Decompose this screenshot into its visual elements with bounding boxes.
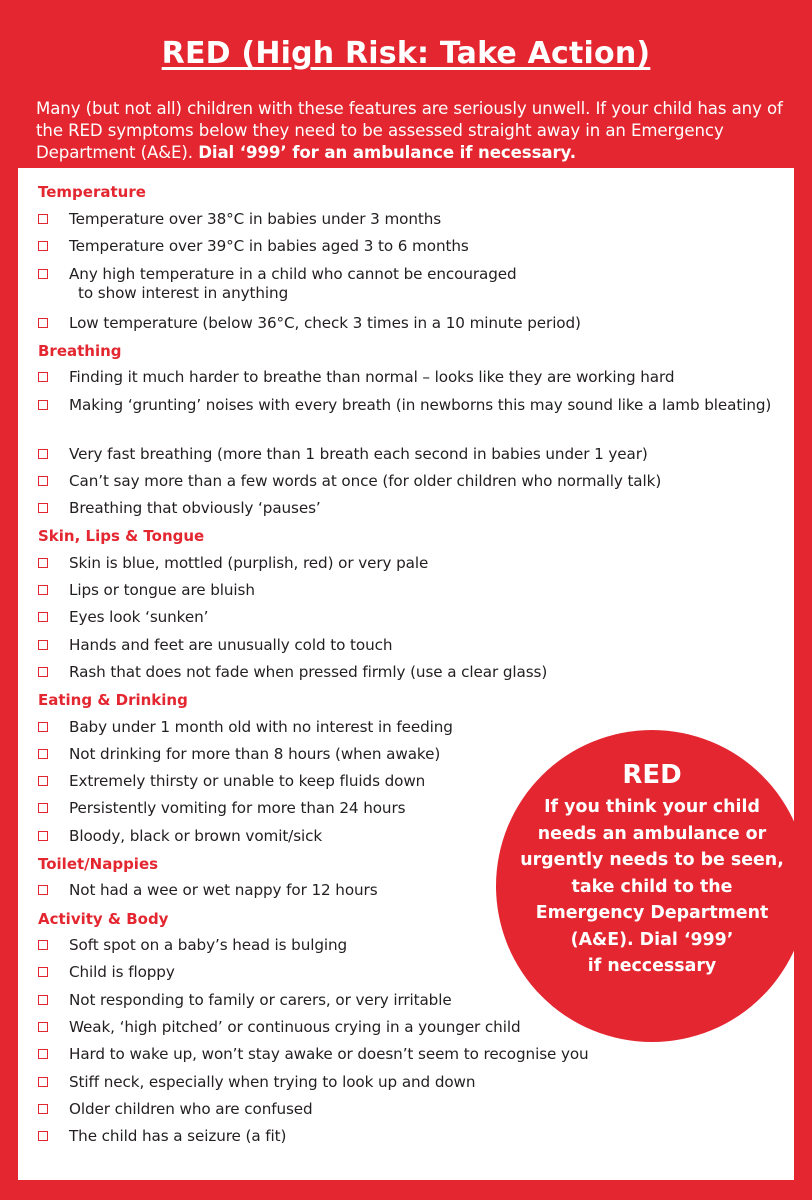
checkbox[interactable]: [38, 776, 48, 786]
item-text: Low temperature (below 36°C, check 3 times in a 10 minute period): [69, 314, 581, 332]
item-text: Persistently vomiting for more than 24 hours: [69, 799, 406, 817]
checkbox[interactable]: [38, 1104, 48, 1114]
checkbox[interactable]: [38, 318, 48, 328]
item-text: Hands and feet are unusually cold to touch: [69, 636, 393, 654]
item-text: Can’t say more than a few words at once (for older children who normally talk): [69, 472, 662, 490]
item-text-multiline: [69, 265, 784, 303]
checkbox[interactable]: [38, 503, 48, 513]
item-text: The child has a seizure (a fit): [69, 1127, 287, 1145]
item-text: Finding it much harder to breathe than normal – looks like they are working hard: [69, 368, 675, 386]
section-heading-eating-drinking: Eating & Drinking: [38, 691, 188, 709]
item-text: Lips or tongue are bluish: [69, 581, 255, 599]
checkbox[interactable]: [38, 1049, 48, 1059]
item-text: Rash that does not fade when pressed firmly (use a clear glass): [69, 663, 548, 681]
intro-emphasis: Dial ‘999’ for an ambulance if necessary.: [198, 143, 576, 162]
callout-line: if neccessary: [587, 956, 717, 976]
section-heading-temperature: Temperature: [38, 183, 146, 201]
callout-title: RED: [622, 760, 682, 790]
item-text: Stiff neck, especially when trying to look up and down: [69, 1073, 476, 1091]
callout-line: needs an ambulance or: [537, 823, 767, 844]
section-heading-toilet-nappies: Toilet/Nappies: [38, 855, 159, 873]
checkbox[interactable]: [38, 749, 48, 759]
callout-line: take child to the: [571, 876, 733, 897]
item-text: Not drinking for more than 8 hours (when awake): [69, 745, 441, 763]
section-heading-breathing: Breathing: [38, 342, 122, 360]
checkbox[interactable]: [38, 372, 48, 382]
checkbox[interactable]: [38, 995, 48, 1005]
item-text-line: Any high temperature in a child who cannot be encouraged: [69, 265, 517, 283]
checkbox[interactable]: [38, 640, 48, 650]
callout-line: urgently needs to be seen,: [520, 850, 784, 870]
checkbox[interactable]: [38, 449, 48, 459]
item-text: Breathing that obviously ‘pauses’: [69, 499, 321, 517]
checkbox[interactable]: [38, 1131, 48, 1141]
checkbox[interactable]: [38, 722, 48, 732]
checkbox[interactable]: [38, 241, 48, 251]
item-text: Bloody, black or brown vomit/sick: [69, 827, 323, 845]
item-text: Hard to wake up, won’t stay awake or doesn’t seem to recognise you: [69, 1045, 589, 1063]
item-text: Not responding to family or carers, or very irritable: [69, 991, 452, 1009]
checkbox[interactable]: [38, 269, 48, 279]
item-text: Baby under 1 month old with no interest in feeding: [69, 718, 453, 736]
item-text: Temperature over 38°C in babies under 3 months: [69, 210, 442, 228]
intro-paragraph: [36, 98, 786, 164]
item-text: Skin is blue, mottled (purplish, red) or very pale: [69, 554, 429, 572]
checkbox[interactable]: [38, 1022, 48, 1032]
intro-text: Many (but not all) children with these features are seriously unwell. If your child has any of the RED symptoms below they need to be assessed straight away in an Emergency Department (A&E).: [36, 99, 783, 162]
checkbox[interactable]: [38, 940, 48, 950]
item-text: Older children who are confused: [69, 1100, 313, 1118]
item-text: Soft spot on a baby’s head is bulging: [69, 936, 348, 954]
checkbox[interactable]: [38, 214, 48, 224]
section-heading-skin-lips-tongue: Skin, Lips & Tongue: [38, 527, 205, 545]
item-text: Child is floppy: [69, 963, 175, 981]
page-title: RED (High Risk: Take Action): [161, 36, 651, 71]
checkbox[interactable]: [38, 476, 48, 486]
item-text: Not had a wee or wet nappy for 12 hours: [69, 881, 378, 899]
checkbox[interactable]: [38, 831, 48, 841]
checkbox[interactable]: [38, 967, 48, 977]
item-text: Eyes look ‘sunken’: [69, 608, 209, 626]
item-text-continuation: to show interest in anything: [78, 284, 289, 302]
item-text: Making ‘grunting’ noises with every breath (in newborns this may sound like a lamb bleating): [69, 396, 772, 414]
item-text: Temperature over 39°C in babies aged 3 to 6 months: [69, 237, 469, 255]
callout-line: (A&E). Dial ‘999’: [570, 929, 734, 950]
callout-text: [520, 794, 784, 980]
card-header: [18, 14, 794, 164]
callout-line: If you think your child: [544, 797, 760, 817]
checkbox[interactable]: [38, 612, 48, 622]
callout-line: Emergency Department: [535, 903, 769, 923]
checkbox[interactable]: [38, 667, 48, 677]
checkbox[interactable]: [38, 1077, 48, 1087]
emergency-callout-circle: [496, 730, 808, 1042]
checkbox[interactable]: [38, 803, 48, 813]
section-heading-activity-body: Activity & Body: [38, 910, 169, 928]
item-text: Weak, ‘high pitched’ or continuous crying in a younger child: [69, 1018, 521, 1036]
checkbox[interactable]: [38, 885, 48, 895]
checkbox[interactable]: [38, 400, 48, 410]
checkbox[interactable]: [38, 558, 48, 568]
checkbox[interactable]: [38, 585, 48, 595]
item-text: Very fast breathing (more than 1 breath each second in babies under 1 year): [69, 445, 648, 463]
item-text: Extremely thirsty or unable to keep fluids down: [69, 772, 426, 790]
